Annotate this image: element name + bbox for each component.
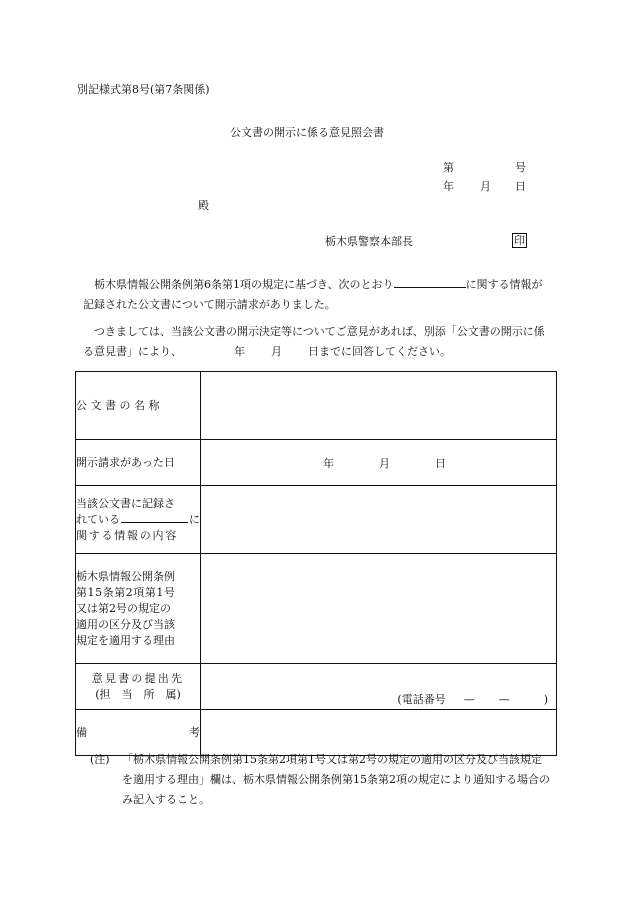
inquiry-form-table xyxy=(75,371,557,756)
phone-close: ) xyxy=(543,693,548,706)
paragraph-request-text-a: 栃木県情報公開条例第6条第1項の規定に基づき、次のとおり xyxy=(94,278,394,291)
table-row-submission xyxy=(76,664,557,710)
document-name-field[interactable] xyxy=(201,372,557,440)
submission-field[interactable] xyxy=(201,664,557,710)
document-title: 公文書の開示に係る意見照会書 xyxy=(230,126,384,139)
issue-month-label: 月 xyxy=(480,180,491,193)
note-prefix: (注) xyxy=(90,753,110,766)
form-number-label: 別記様式第8号(第7条関係) xyxy=(77,83,210,96)
table-row-info-content xyxy=(76,486,557,554)
table-row-document-name xyxy=(76,372,557,440)
request-date-field[interactable] xyxy=(201,440,557,486)
note-section xyxy=(90,750,560,810)
addressee-suffix: 殿 xyxy=(198,199,209,212)
phone-dash-1: — xyxy=(463,693,475,706)
paragraph-reply-text-b: 日までに回答してください。 xyxy=(308,345,451,358)
remarks-field[interactable] xyxy=(201,710,557,756)
info-content-field[interactable] xyxy=(201,486,557,554)
issue-year-label: 年 xyxy=(443,180,454,193)
request-year-label: 年 xyxy=(323,456,334,470)
paragraph-request-notice xyxy=(83,275,553,315)
issue-day-label: 日 xyxy=(515,180,526,193)
document-number-prefix: 第 xyxy=(443,161,454,174)
phone-label: (電話番号 xyxy=(397,693,446,706)
reply-month-label: 月 xyxy=(271,345,282,358)
reply-year-label: 年 xyxy=(234,345,245,358)
request-month-label: 月 xyxy=(379,456,390,470)
submission-label: 意見書の提出先 (担 当 所 属) xyxy=(76,664,201,710)
reason-field[interactable] xyxy=(201,554,557,664)
table-row-reason xyxy=(76,554,557,664)
paragraph-reply-text-a: つきましては、当該公文書の開示決定等についてご意見があれば、別添「公文書の開示に係る意見書」により、 xyxy=(83,325,545,358)
note-text: 「栃木県情報公開条例第15条第2項第1号又は第2号の規定の適用の区分及び当該規定を適用する理由」欄は、栃木県情報公開条例第15条第2項の規定により通知する場合のみ記入すること。 xyxy=(122,753,550,806)
sender-name: 栃木県警察本部長 xyxy=(325,235,413,248)
document-number-suffix: 号 xyxy=(515,161,526,174)
phone-dash-2: — xyxy=(498,693,510,706)
info-blank-line xyxy=(394,277,466,288)
table-row-request-date xyxy=(76,440,557,486)
paragraph-reply-request xyxy=(83,322,553,362)
document-name-label: 公 文 書 の 名 称 xyxy=(76,372,201,440)
request-day-label: 日 xyxy=(435,456,446,470)
request-date-label: 開示請求があった日 xyxy=(76,440,201,486)
paragraph-request-text-b: に関する情報が記録された公文書について開示請求がありました。 xyxy=(83,278,543,311)
reason-label: 栃木県情報公開条例 第15条第2項第1号 又は第2号の規定の 適用の区分及び当該 規定を適用する理由 xyxy=(76,554,201,664)
table-row-remarks xyxy=(76,710,557,756)
seal-mark: 印 xyxy=(514,234,525,247)
remarks-label: 備 考 xyxy=(76,710,201,756)
info-content-label: 当該公文書に記録さ れている に 関する情報の内容 xyxy=(76,486,201,554)
